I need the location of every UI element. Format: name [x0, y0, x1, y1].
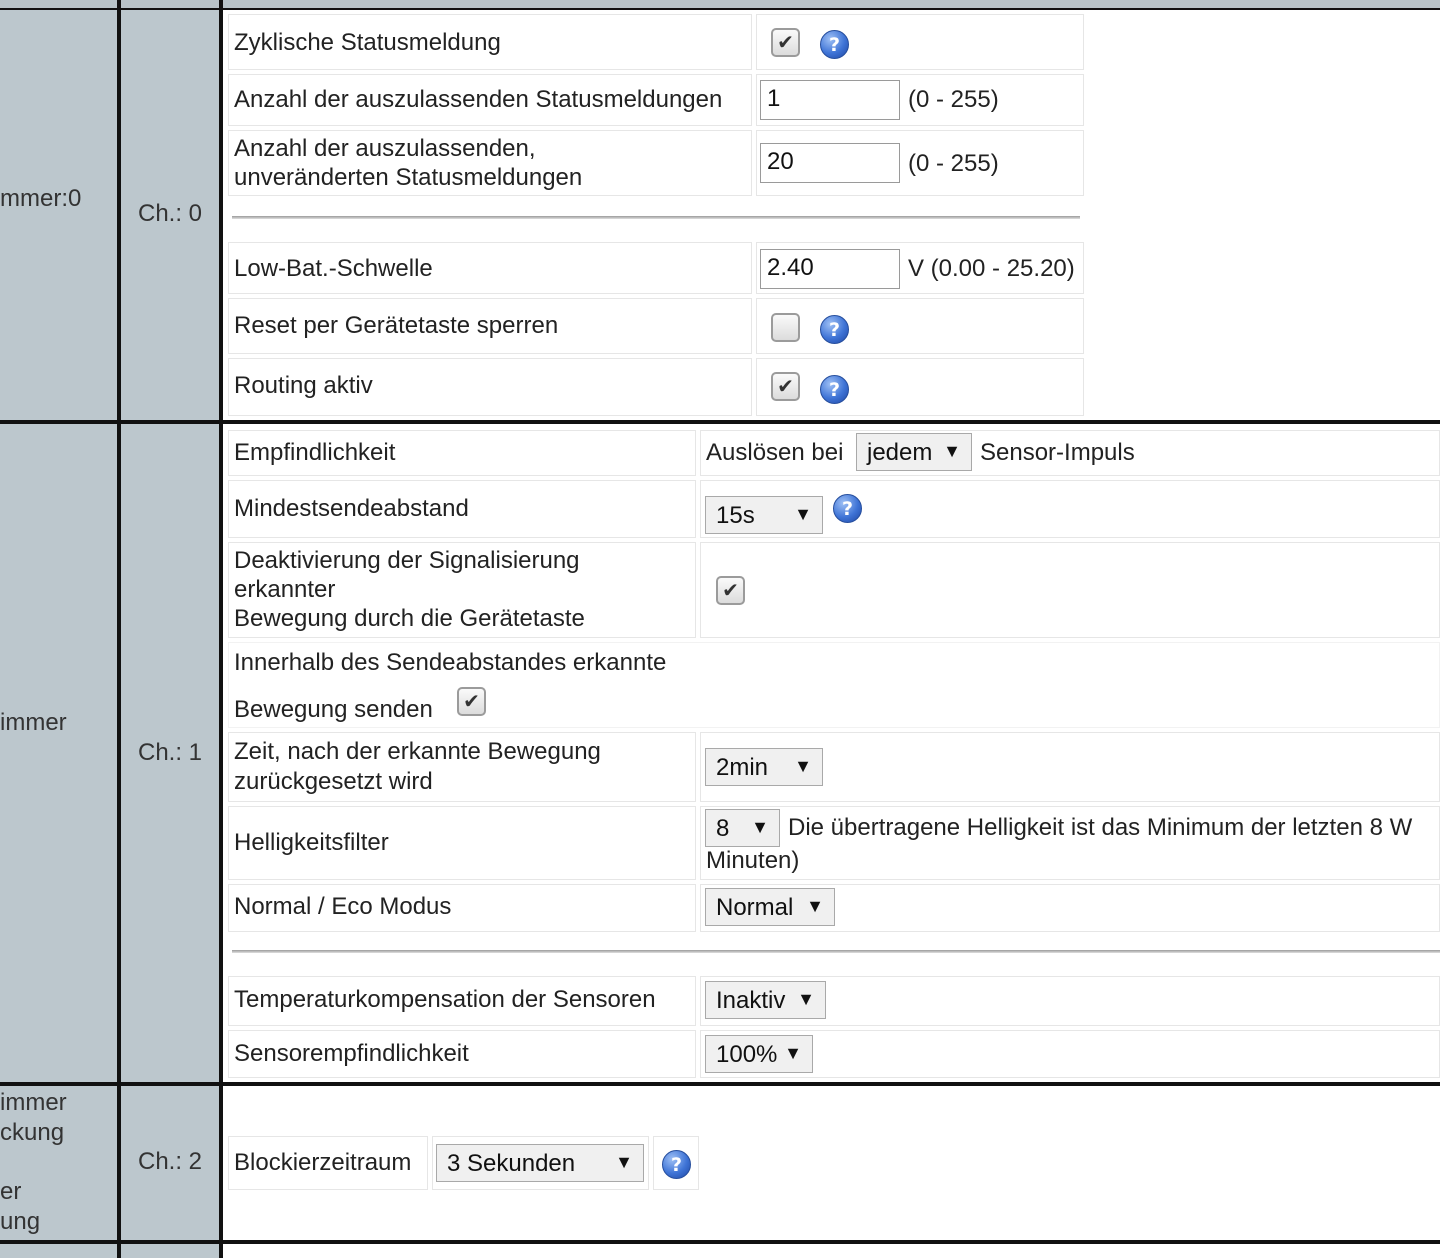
device-name-ch2-line: ckung	[0, 1119, 65, 1146]
separator	[232, 950, 1440, 953]
device-name-ch0: mmer:0	[0, 185, 82, 212]
zeit-select-value: 2min	[716, 754, 769, 781]
deakt-label-line: Deaktivierung der Signalisierung	[234, 547, 580, 574]
chevron-down-icon: ▼	[615, 1152, 633, 1172]
channel-label-2: Ch.: 2	[138, 1148, 203, 1175]
block-label: Blockierzeitraum	[234, 1149, 412, 1176]
separator	[232, 216, 1080, 219]
empf-suffix: Sensor-Impuls	[980, 439, 1135, 466]
hell-label: Helligkeitsfilter	[234, 829, 389, 856]
help-icon[interactable]: ?	[820, 30, 849, 59]
anzahl-label: Anzahl der auszulassenden Statusmeldungen	[234, 86, 723, 113]
sens-label: Sensorempfindlichkeit	[234, 1040, 469, 1067]
chevron-down-icon: ▼	[784, 1043, 802, 1063]
row-divider	[0, 1240, 1440, 1244]
value-cell	[756, 298, 1084, 354]
chevron-down-icon: ▼	[943, 441, 961, 461]
reset-label: Reset per Gerätetaste sperren	[234, 312, 559, 339]
top-border	[0, 0, 1440, 10]
sens-select-value: 100%	[716, 1041, 778, 1068]
anzahl-input[interactable]: 1	[760, 80, 900, 120]
sens-select[interactable]	[705, 1035, 813, 1073]
eco-label: Normal / Eco Modus	[234, 893, 452, 920]
device-name-ch2-line: immer	[0, 1089, 67, 1116]
eco-select[interactable]	[705, 888, 835, 926]
deakt-label-line: erkannter	[234, 576, 336, 603]
row-divider	[0, 1082, 1440, 1086]
lowbat-input[interactable]: 2.40	[760, 249, 900, 289]
inner-checkbox[interactable]: ✔	[457, 687, 486, 716]
device-name-ch1: immer	[0, 709, 67, 736]
anzahl-range: (0 - 255)	[908, 86, 999, 113]
eco-select-value: Normal	[716, 894, 794, 921]
hell-select[interactable]	[705, 809, 780, 847]
value-cell	[756, 14, 1084, 70]
empf-label: Empfindlichkeit	[234, 439, 396, 466]
zyklisch-checkbox[interactable]: ✔	[771, 28, 800, 57]
temp-select[interactable]	[705, 981, 826, 1019]
column-divider	[117, 0, 121, 1258]
zeit-select[interactable]	[705, 748, 823, 786]
temp-label: Temperaturkompensation der Sensoren	[234, 986, 656, 1013]
value-cell	[700, 542, 1440, 638]
chevron-down-icon: ▼	[794, 504, 812, 524]
empf-select[interactable]	[856, 433, 972, 471]
inner-label-line: Innerhalb des Sendeabstandes erkannte	[234, 649, 667, 676]
block-select[interactable]	[436, 1144, 644, 1182]
temp-select-value: Inaktiv	[716, 987, 786, 1014]
help-icon[interactable]: ?	[820, 375, 849, 404]
chevron-down-icon: ▼	[794, 756, 812, 776]
chevron-down-icon: ▼	[751, 817, 769, 837]
anzahl-unv-label-line: unveränderten Statusmeldungen	[234, 164, 583, 191]
chevron-down-icon: ▼	[806, 896, 824, 916]
inner-label-line: Bewegung senden	[234, 696, 433, 723]
channel-label-0: Ch.: 0	[138, 200, 203, 227]
column-divider	[219, 0, 223, 1258]
anzahl-unv-range: (0 - 255)	[908, 150, 999, 177]
row-divider	[0, 420, 1440, 424]
mindest-label: Mindestsendeabstand	[234, 495, 469, 522]
deakt-checkbox[interactable]: ✔	[716, 576, 745, 605]
lowbat-range: V (0.00 - 25.20)	[908, 255, 1075, 282]
deakt-label-line: Bewegung durch die Gerätetaste	[234, 605, 585, 632]
routing-checkbox[interactable]: ✔	[771, 372, 800, 401]
help-icon[interactable]: ?	[820, 315, 849, 344]
empf-select-value: jedem	[867, 439, 933, 466]
help-icon[interactable]: ?	[833, 494, 862, 523]
help-icon[interactable]: ?	[662, 1150, 691, 1179]
mindest-select[interactable]	[705, 496, 823, 534]
lowbat-label: Low-Bat.-Schwelle	[234, 255, 433, 282]
value-cell	[756, 358, 1084, 416]
reset-checkbox[interactable]	[771, 313, 800, 342]
anzahl-unv-input[interactable]: 20	[760, 143, 900, 183]
anzahl-unv-label-line: Anzahl der auszulassenden,	[234, 135, 536, 162]
zeit-label-line: Zeit, nach der erkannte Bewegung	[234, 738, 601, 765]
device-name-ch2-line: ung	[0, 1208, 41, 1235]
empf-prefix: Auslösen bei	[706, 439, 844, 466]
mindest-select-value: 15s	[716, 502, 755, 529]
zyklisch-label: Zyklische Statusmeldung	[234, 29, 501, 56]
hell-select-value: 8	[716, 815, 730, 842]
hell-description-line: Die übertragene Helligkeit ist das Minimum der letzten 8 W	[788, 814, 1413, 841]
block-select-value: 3 Sekunden	[447, 1150, 576, 1177]
hell-description-line: Minuten)	[706, 847, 800, 874]
routing-label: Routing aktiv	[234, 372, 373, 399]
chevron-down-icon: ▼	[797, 989, 815, 1009]
channel-label-1: Ch.: 1	[138, 739, 203, 766]
channel-column	[121, 10, 219, 1258]
device-name-ch2-line: er	[0, 1178, 22, 1205]
zeit-label-line: zurückgesetzt wird	[234, 768, 433, 795]
